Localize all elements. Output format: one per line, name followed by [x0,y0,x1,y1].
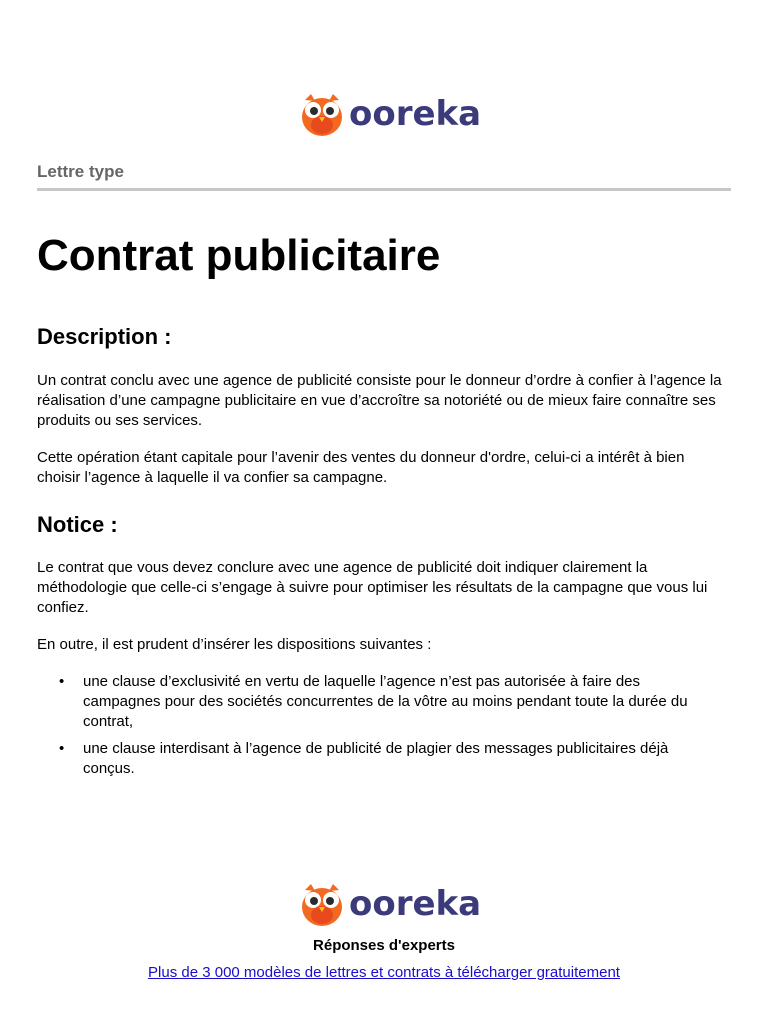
templates-download-link[interactable]: Plus de 3 000 modèles de lettres et contrats à télécharger gratuitement [148,964,620,981]
description-paragraph: Cette opération étant capitale pour l’avenir des ventes du donneur d'ordre, celui-ci a intérêt à bien choisir l’agence à laquelle il va confier sa campagne. [37,449,685,486]
brand-wordmark: ooreka [349,884,482,924]
footer-link-container [0,964,768,981]
list-item [37,672,707,732]
description-paragraph: Un contrat conclu avec une agence de publicité consiste pour le donneur d’ordre à confier à l’agence la réalisation d’une campagne publicitaire en vue d’accroître sa notoriété ou de mieux faire connaître ses produits ou ses services. [37,372,722,429]
header-divider [37,188,731,191]
document-type-label: Lettre type [37,162,124,181]
notice-paragraph: Le contrat que vous devez conclure avec une agence de publicité doit indiquer clairement la méthodologie que celle-ci s’engage à suivre pour optimiser les résultats de la campagne que vous lui confiez. [37,559,708,616]
bullet-icon: • [59,740,65,757]
list-item [37,739,707,779]
footer-brand-logo [299,880,482,928]
brand-logo [299,90,482,138]
list-item-text: une clause d’exclusivité en vertu de laquelle l’agence n’est pas autorisée à faire des campagnes pour des sociétés concurrentes de la vôtre au moins pendant toute la durée du contrat, [83,673,688,730]
notice-paragraph: En outre, il est prudent d’insérer les dispositions suivantes : [37,636,432,653]
brand-wordmark: ooreka [349,94,482,134]
list-item-text: une clause interdisant à l’agence de publicité de plagier des messages publicitaires déjà conçus. [83,740,669,777]
clause-list [37,672,707,786]
footer-tagline: Réponses d'experts [313,937,455,954]
owl-logo-icon [299,90,345,138]
document-title: Contrat publicitaire [37,231,441,280]
owl-logo-icon [299,880,345,928]
notice-heading: Notice : [37,512,118,537]
bullet-icon: • [59,673,65,690]
description-heading: Description : [37,324,172,349]
